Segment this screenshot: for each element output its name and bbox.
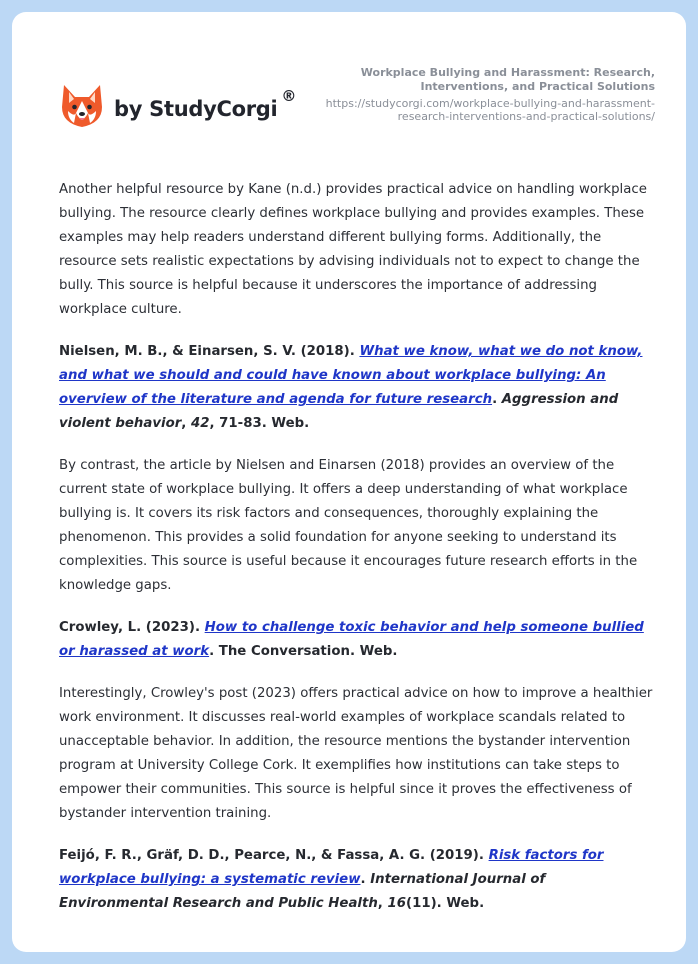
reference-journal: Aggression and violent behavior [59, 392, 619, 431]
reference-tail: . The Conversation. Web. [209, 644, 398, 659]
document-page [12, 12, 686, 952]
reference-volume: 16 [387, 896, 406, 911]
reference-entry: Nielsen, M. B., & Einarsen, S. V. (2018). What we know, what we do not know, and what we should and could have known about workplace bullying: An overview of the literature and agenda for future research. Aggression and violent behavior, 42, 71-83. Web. [59, 344, 643, 431]
paragraph: Another helpful resource by Kane (n.d.) provides practical advice on handling workplace bullying. The resource clearly defines workplace bullying and provides examples. These examples may help readers understand different bullying forms. Additionally, the resource sets realistic expectations by advising individuals not to expect to change the bully. This source is helpful because it underscores the importance of addressing workplace culture. [59, 182, 647, 317]
reference-authors: Feijó, F. R., Gräf, D. D., Pearce, N., & Fassa, A. G. (2019). [59, 848, 484, 863]
reference-journal: International Journal of Environmental Research and Public Health [59, 872, 546, 911]
registered-mark: ® [281, 87, 297, 105]
brand-name: by StudyCorgi [114, 97, 278, 121]
reference-tail: (11). Web. [406, 896, 485, 911]
reference-entry [59, 616, 659, 664]
paragraph: Interestingly, Crowley's post (2023) offers practical advice on how to improve a healthier work environment. It discusses real-world examples of workplace scandals related to unacceptable behavior. In addition, the resource mentions the bystander intervention program at University College Cork. It exemplifies how institutions can take steps to empower their communities. This source is helpful since it proves the effectiveness of bystander intervention training. [59, 686, 653, 821]
document-title: Workplace Bullying and Harassment: Research, Interventions, and Practical Solutions [360, 66, 655, 93]
paragraph: By contrast, the article by Nielsen and Einarsen (2018) provides an overview of the current state of workplace bullying. It offers a deep understanding of what workplace bullying is. It covers its risk factors and consequences, thoroughly explaining the phenomenon. This provides a solid foundation for anyone seeking to understand its complexities. This source is useful because it encourages future research efforts in the knowledge gaps. [59, 458, 638, 593]
reference-link[interactable]: What we know, what we do not know, and what we should and could have known about workplace bullying: An overview of the literature and agenda for future research [59, 344, 643, 407]
reference-entry: Feijó, F. R., Gräf, D. D., Pearce, N., & Fassa, A. G. (2019). Risk factors for workplace bullying: a systematic review. International Journal of Environmental Research and Public Health, 16(11). Web. [59, 848, 604, 911]
document-url[interactable]: https://studycorgi.com/workplace-bullying-and-harassment-research-interventions-and-practical-solutions/ [325, 97, 655, 123]
reference-authors: Nielsen, M. B., & Einarsen, S. V. (2018). [59, 344, 355, 359]
reference-tail: , 71-83. Web. [209, 416, 310, 431]
document-header [305, 66, 655, 123]
corgi-icon [60, 83, 104, 129]
reference-volume: 42 [190, 416, 210, 431]
reference-link[interactable]: How to challenge toxic behavior and help someone bullied or harassed at work [59, 620, 644, 659]
studycorgi-logo[interactable] [60, 76, 296, 136]
reference-authors: Crowley, L. (2023). [59, 620, 200, 635]
document-body [59, 178, 659, 934]
reference-link[interactable]: Risk factors for workplace bullying: a systematic review [59, 848, 604, 887]
